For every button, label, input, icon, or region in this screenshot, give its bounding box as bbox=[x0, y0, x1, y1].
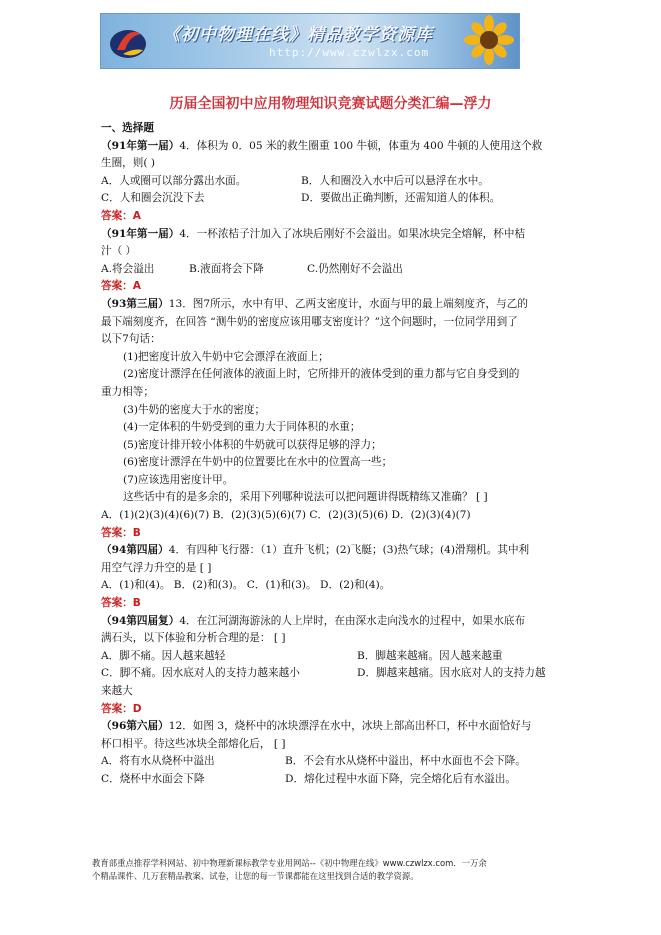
question-tag: （93第三届） bbox=[101, 297, 169, 310]
question-2 bbox=[101, 226, 561, 244]
question-text-cont: 生圈，则( ) bbox=[101, 157, 156, 170]
option-c: C．脚不痛。因水底对人的支持力越来越小 bbox=[101, 667, 300, 680]
question-5 bbox=[101, 613, 561, 631]
question-1 bbox=[101, 138, 561, 156]
option-c: C.仍然刚好不会溢出 bbox=[307, 262, 403, 275]
answer-label: 答案：A bbox=[101, 209, 141, 222]
answer-label: 答案：A bbox=[101, 280, 141, 293]
banner-url[interactable]: http://www.czwlzx.com bbox=[269, 46, 430, 59]
question-text-cont: 满石头，以下体验和分析合理的是： [ ] bbox=[101, 632, 286, 645]
statement-2: (2)密度计漂浮在任何液体的液面上时，它所排开的液体受到的重力都与它自身受到的 bbox=[123, 368, 520, 381]
header-banner bbox=[100, 13, 520, 69]
question-text: 4．体积为 0．05 米的救生圈重 100 牛顿，体重为 400 牛顿的人使用这个救 bbox=[179, 139, 543, 152]
question-3 bbox=[101, 296, 561, 314]
question-text: 12．如图 3，烧杯中的冰块漂浮在水中，冰块上部高出杯口，杯中水面恰好与 bbox=[168, 720, 532, 733]
page-footer bbox=[92, 857, 570, 883]
section-heading: 一、选择题 bbox=[101, 122, 154, 134]
option-d: D．熔化过程中水面下降，完全熔化后有水溢出。 bbox=[285, 772, 516, 785]
options-row bbox=[101, 173, 561, 191]
statement-7: (7)应该选用密度计甲。 bbox=[123, 473, 234, 486]
options-row bbox=[101, 753, 561, 771]
options-row bbox=[101, 771, 561, 789]
question-text: 4．在江河湖海游泳的人上岸时，在由深水走向浅水的过程中，如果水底布 bbox=[179, 614, 526, 627]
option-a: A．将有水从烧杯中溢出 bbox=[101, 755, 215, 768]
options-row: A．(1)和(4)。 B．(2)和(3)。 C．(1)和(3)。 D．(2)和(4)。 bbox=[101, 579, 391, 592]
sunflower-icon bbox=[463, 14, 515, 68]
options-row bbox=[101, 190, 561, 208]
options-row: A．(1)(2)(3)(4)(6)(7) B．(2)(3)(5)(6)(7) C．(2)(3)(5)(6) D．(2)(3)(4)(7) bbox=[101, 509, 471, 522]
answer-label: 答案：D bbox=[101, 702, 142, 715]
option-a: A．人或圈可以部分露出水面。 bbox=[101, 174, 247, 187]
page-title: 历届全国初中应用物理知识竞赛试题分类汇编—浮力 bbox=[169, 96, 492, 112]
question-text-cont: 用空气浮力升空的是 [ ] bbox=[101, 561, 212, 574]
option-a: A．脚不痛。因人越来越轻 bbox=[101, 649, 226, 662]
question-tag: （96第六届） bbox=[101, 720, 169, 733]
document-body bbox=[101, 120, 561, 789]
option-b: B．脚越来越痛。因人越来越重 bbox=[357, 649, 503, 662]
question-4 bbox=[101, 542, 561, 560]
option-b: B．不会有水从烧杯中溢出，杯中水面也不会下降。 bbox=[285, 755, 526, 768]
question-tag: （94第四届） bbox=[101, 544, 169, 557]
question-tag: （94第四届复） bbox=[101, 614, 180, 627]
question-tag: （91年第一届） bbox=[101, 227, 180, 240]
question-text-cont: 以下7句话： bbox=[101, 333, 161, 346]
question-text: 4．一杯浓桔子汁加入了冰块后刚好不会溢出。如果冰块完全熔解，杯中桔 bbox=[179, 227, 526, 240]
option-c: C．人和圈会沉没下去 bbox=[101, 192, 205, 205]
statement-4: (4)一定体积的牛奶受到的重力大于同体积的水重； bbox=[123, 421, 361, 434]
question-text-cont: 最下端刻度齐，在回答 “测牛奶的密度应该用哪支密度计？”这个问题时，一位同学用到了 bbox=[101, 315, 518, 328]
question-prompt: 这些话中有的是多余的，采用下列哪种说法可以把问题讲得既精练又准确？ [ ] bbox=[123, 491, 488, 504]
options-row bbox=[101, 665, 561, 683]
question-text: 4．有四种飞行器：（1）直升飞机；(2)飞艇；(3)热气球；(4)滑翔机。其中利 bbox=[168, 544, 530, 557]
options-row bbox=[101, 261, 561, 279]
statement-3: (3)牛奶的密度大于水的密度； bbox=[123, 403, 266, 416]
option-c: C．烧杯中水面会下降 bbox=[101, 772, 205, 785]
statement-6: (6)密度计漂浮在牛奶中的位置要比在水中的位置高一些； bbox=[123, 456, 393, 469]
option-b: B．人和圈没入水中后可以悬浮在水中。 bbox=[301, 174, 489, 187]
option-a: A.将会溢出 bbox=[101, 262, 155, 275]
footer-line: 个精品课件、几万套精品教案、试卷，让您的每一节课都能在这里找到合适的教学资源。 bbox=[92, 871, 419, 881]
question-text-cont: 杯口相平。待这些冰块全部熔化后， [ ] bbox=[101, 737, 286, 750]
statement-1: (1)把密度计放入牛奶中它会漂浮在液面上； bbox=[123, 350, 329, 363]
answer-label: 答案：B bbox=[101, 597, 141, 610]
statement-5: (5)密度计排开较小体积的牛奶就可以获得足够的浮力； bbox=[123, 438, 382, 451]
question-text-cont: 汁（ ） bbox=[101, 245, 137, 258]
option-d: D．要做出正确判断，还需知道人的体积。 bbox=[301, 192, 501, 205]
options-row bbox=[101, 648, 561, 666]
option-d-cont: 来越大 bbox=[101, 685, 133, 697]
banner-site-name: 《初中物理在线》精品教学资源库 bbox=[163, 25, 433, 45]
question-tag: （91年第一届） bbox=[101, 139, 180, 152]
answer-label: 答案：B bbox=[101, 526, 141, 539]
footer-line: 教育部重点推荐学科网站、初中物理新课标教学专业用网站--《初中物理在线》www.czwlzx.com．一万余 bbox=[92, 858, 487, 868]
site-logo-icon bbox=[107, 20, 149, 62]
statement-2-cont: 重力相等； bbox=[101, 385, 154, 398]
option-b: B.液面将会下降 bbox=[189, 262, 264, 275]
question-6 bbox=[101, 718, 561, 736]
question-text: 13．图7所示，水中有甲、乙两支密度计，水面与甲的最上端刻度齐，与乙的 bbox=[168, 297, 528, 310]
option-d: D．脚越来越痛。因水底对人的支持力越 bbox=[357, 667, 546, 680]
